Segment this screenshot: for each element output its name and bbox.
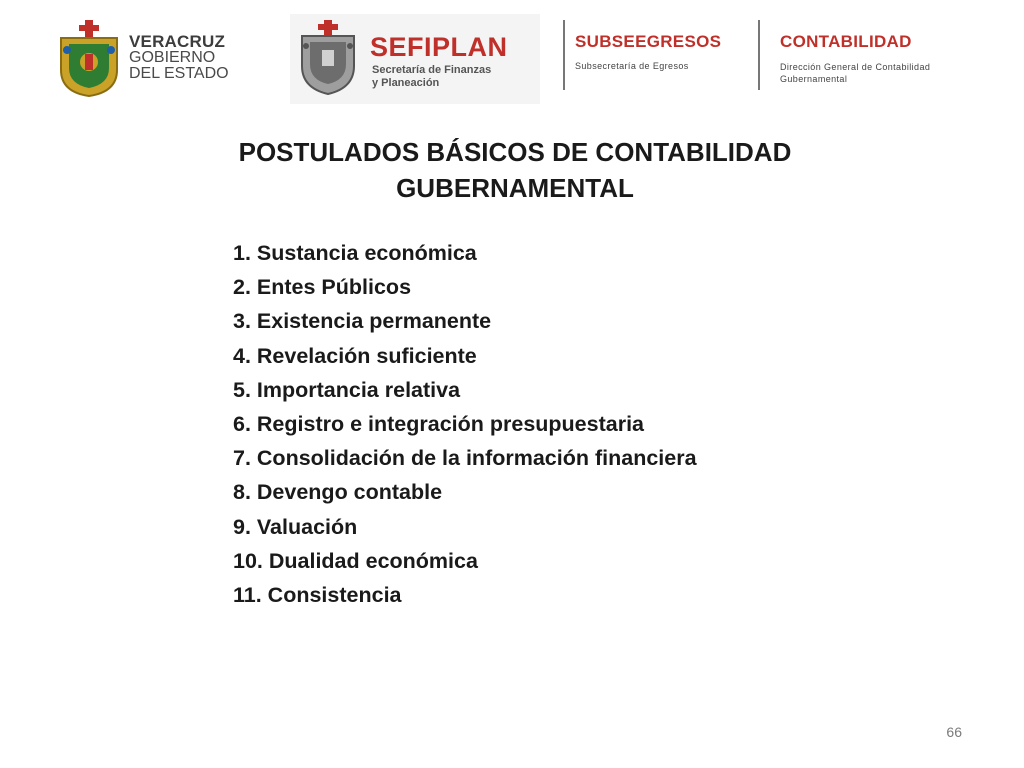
list-item: 8. Devengo contable: [233, 480, 443, 505]
veracruz-del-estado: DEL ESTADO: [129, 65, 229, 82]
slide-title-line1: POSTULADOS BÁSICOS DE CONTABILIDAD: [238, 137, 792, 167]
contabilidad-logo: [780, 32, 960, 85]
header-divider: [758, 20, 760, 90]
contabilidad-subtitle-line2: Gubernamental: [780, 74, 848, 84]
veracruz-logo: [55, 20, 235, 100]
list-item: 3. Existencia permanente: [233, 309, 492, 334]
sefiplan-title: SEFIPLAN: [370, 32, 508, 62]
header-divider: [563, 20, 565, 90]
subsecretaria-title: SUBSEEGRESOS: [575, 32, 722, 51]
list-item: 6. Registro e integración presupuestaria: [233, 412, 645, 437]
veracruz-name: VERACRUZ: [129, 32, 226, 51]
list-item: 10. Dualidad económica: [233, 548, 478, 573]
list-item: 4. Revelación suficiente: [233, 343, 477, 368]
subsecretaria-logo: [575, 32, 721, 71]
slide-title: [180, 134, 850, 206]
contabilidad-subtitle-line1: Dirección General de Contabilidad: [780, 62, 931, 72]
veracruz-gobierno: GOBIERNO: [129, 49, 216, 66]
contabilidad-title: CONTABILIDAD: [780, 32, 912, 51]
contabilidad-subtitle: [780, 61, 960, 85]
list-item: 11. Consistencia: [233, 583, 402, 608]
list-item: 2. Entes Públicos: [233, 275, 412, 300]
sefiplan-subtitle: [372, 64, 491, 90]
list-item: 9. Valuación: [233, 514, 358, 539]
list-item: 7. Consolidación de la información financiera: [233, 446, 697, 471]
veracruz-crest-icon: [55, 20, 123, 98]
list-item: 5. Importancia relativa: [233, 377, 461, 402]
slide-title-line2: GUBERNAMENTAL: [396, 173, 634, 203]
subsecretaria-subtitle: Subsecretaría de Egresos: [575, 61, 689, 71]
header-logos: [0, 0, 1024, 105]
sefiplan-logo: [290, 14, 540, 104]
sefiplan-subtitle-line1: Secretaría de Finanzas: [372, 64, 492, 76]
postulados-list: [233, 236, 697, 612]
sefiplan-subtitle-line2: y Planeación: [372, 77, 440, 89]
page-number: 66: [946, 724, 962, 740]
list-item: 1. Sustancia económica: [233, 241, 477, 265]
sefiplan-crest-icon: [296, 20, 360, 98]
